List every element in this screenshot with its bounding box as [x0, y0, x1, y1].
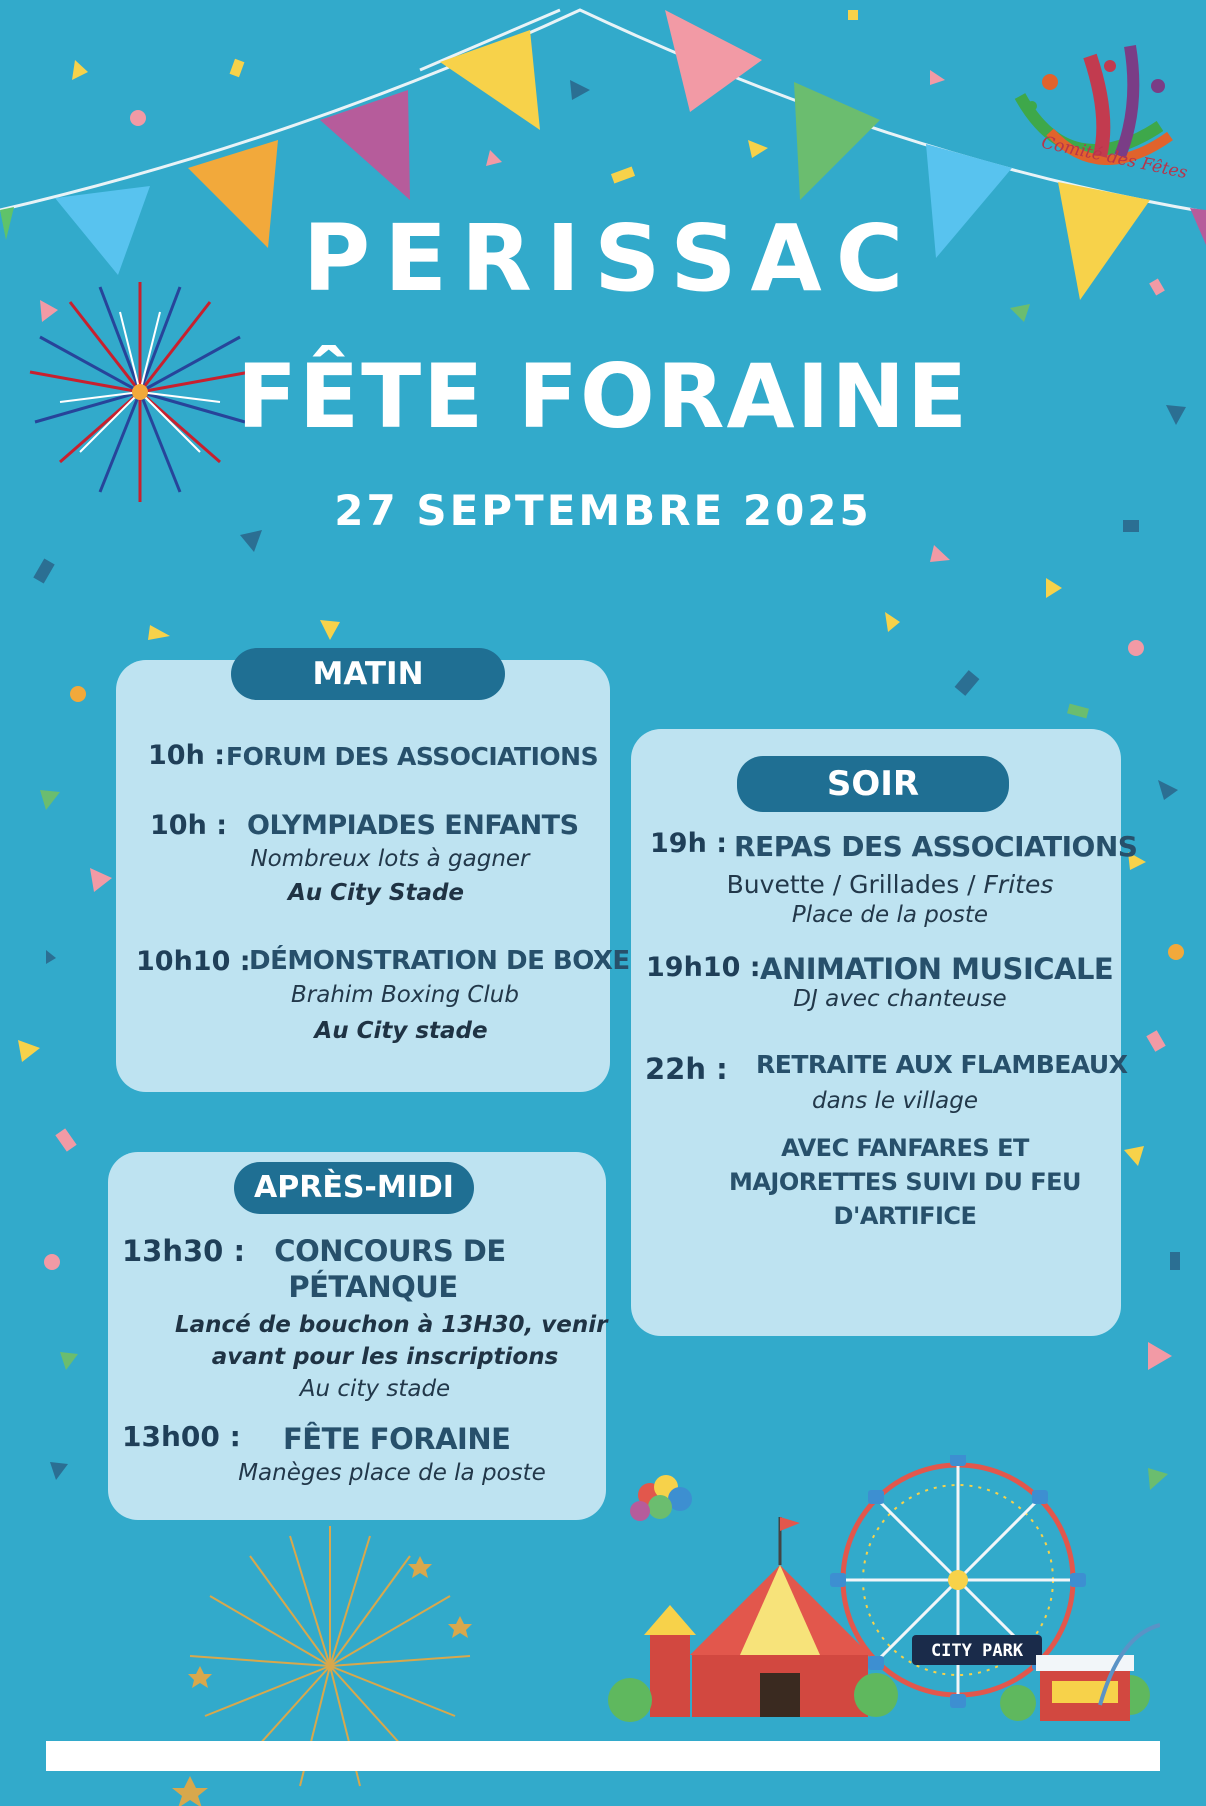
soir-extra-line-2: MAJORETTES SUIVI DU FEU: [728, 1168, 1082, 1196]
matin-time-2: 10h :: [150, 810, 227, 841]
city-park-text: CITY PARK: [930, 1641, 1024, 1661]
apres-midi-time-2: 13h00 :: [122, 1420, 241, 1453]
matin-time-3: 10h10 :: [136, 946, 251, 977]
soir-time-2: 19h10 :: [646, 952, 761, 983]
matin-detail-3: Brahim Boxing Club: [291, 982, 519, 1008]
apres-midi-detail-2: Manèges place de la poste: [238, 1460, 546, 1486]
apres-midi-title: APRÈS-MIDI: [234, 1162, 474, 1214]
balloons-icon: [630, 1475, 692, 1521]
stall-right-icon: [1036, 1655, 1134, 1721]
matin-place-3: Au City stade: [314, 1018, 488, 1044]
ground-strip: [46, 1741, 1160, 1771]
soir-extra-line-1: AVEC FANFARES ET: [781, 1134, 1029, 1162]
apres-midi-time-1: 13h30 :: [122, 1234, 246, 1268]
tree-icon: [854, 1673, 898, 1717]
apres-midi-place-1: Au city stade: [299, 1376, 451, 1402]
circus-tent-icon: [690, 1517, 870, 1717]
event-title: FÊTE FORAINE: [236, 345, 970, 448]
matin-activity-3: DÉMONSTRATION DE BOXE: [249, 946, 630, 976]
apres-midi-activity-1b: PÉTANQUE: [288, 1270, 458, 1304]
town-title: PERISSAC: [302, 205, 918, 312]
soir-detail-1: Buvette / Grillades / Frites: [726, 870, 1054, 899]
soir-title: SOIR: [737, 756, 1009, 812]
soir-activity-1: REPAS DES ASSOCIATIONS: [734, 830, 1138, 863]
soir-place-1: Place de la poste: [791, 902, 989, 928]
fairground-illustration: [600, 1455, 1160, 1745]
logo-text: Comité des Fêtes: [1039, 132, 1190, 184]
apres-midi-note-1a: Lancé de bouchon à 13H30, venir: [175, 1312, 608, 1338]
soir-activity-3: RETRAITE AUX FLAMBEAUX: [756, 1050, 1128, 1079]
soir-time-3: 22h :: [645, 1052, 728, 1086]
matin-place-2: Au City Stade: [287, 880, 465, 906]
matin-title: MATIN: [231, 648, 505, 700]
apres-midi-activity-1a: CONCOURS DE: [274, 1234, 506, 1268]
soir-detail-3: dans le village: [811, 1088, 979, 1114]
apres-midi-note-1b: avant pour les inscriptions: [211, 1344, 559, 1370]
soir-extra-line-3: D'ARTIFICE: [833, 1202, 977, 1230]
matin-activity-2: OLYMPIADES ENFANTS: [247, 810, 579, 841]
soir-detail-2: DJ avec chanteuse: [793, 986, 1007, 1012]
matin-time-1: 10h :: [148, 740, 225, 771]
soir-time-1: 19h :: [650, 828, 727, 859]
comite-logo: [1010, 36, 1190, 186]
tree-icon: [608, 1678, 652, 1722]
soir-activity-2: ANIMATION MUSICALE: [760, 952, 1114, 986]
matin-detail-2: Nombreux lots à gagner: [250, 846, 530, 872]
apres-midi-activity-2: FÊTE FORAINE: [283, 1422, 511, 1456]
matin-activity-1: FORUM DES ASSOCIATIONS: [226, 742, 599, 771]
soir-card: [631, 729, 1121, 1336]
tree-icon: [1000, 1685, 1036, 1721]
event-date: 27 SEPTEMBRE 2025: [334, 486, 872, 535]
